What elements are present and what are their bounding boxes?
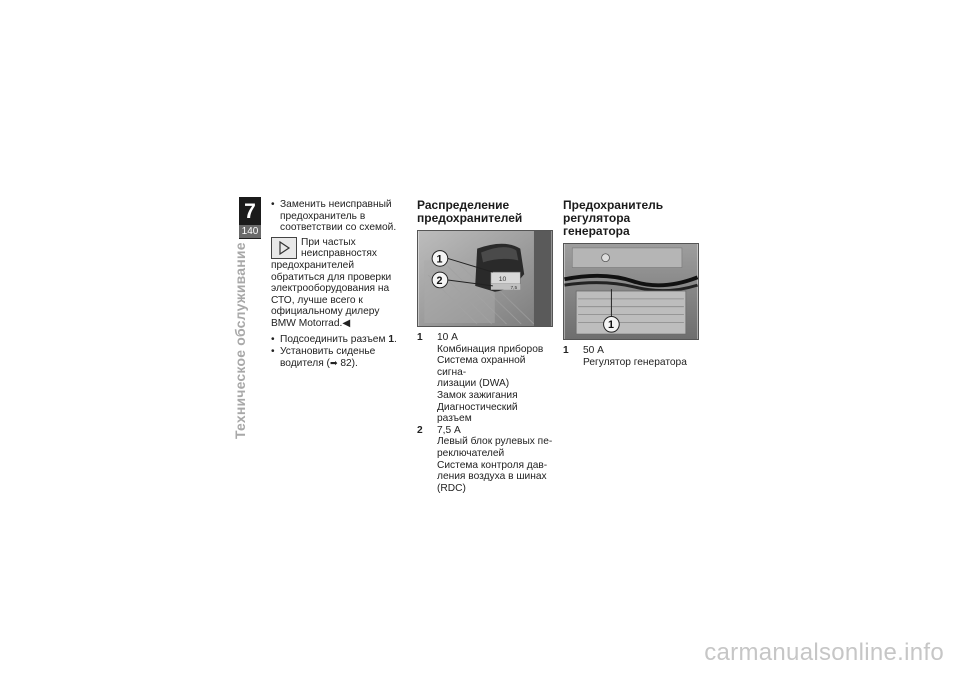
legend-text [583,345,699,368]
legend-item [417,332,553,425]
fuse-distribution-column [417,199,553,494]
legend-line: 7,5 А [437,424,461,436]
fuse-label-10: 10 [498,275,507,283]
legend-text [437,332,553,425]
legend-line: Регулятор генератора [583,356,687,368]
legend-number: 1 [417,332,423,343]
fuse-distribution-heading: Распределение предохранителей [417,198,523,225]
callout-2: 2 [436,274,443,287]
fuse-legend [417,332,553,494]
legend-line: Левый блок рулевых пе- [437,436,553,448]
note-text: При частых неисправностях предохранителей обратиться для проверки электрооборудования на СТО, лучше всего к официальному дилеру BMW Motorrad.◀ [271,236,392,329]
chapter-number: 7 [244,200,256,223]
generator-fuse-heading: Предохранитель регулятора генератора [563,198,664,238]
step-install-seat [271,346,403,369]
generator-fuse-photo [563,243,699,340]
callout-1: 1 [436,253,443,266]
page-reference-arrow-icon[interactable]: ➡ [329,357,338,368]
legend-item [563,345,699,368]
note-triangle-icon [271,237,297,259]
step-install-text: Установить сиденье водителя ( [280,346,376,369]
fuse-box-photo [417,230,553,327]
legend-number: 2 [417,424,423,436]
generator-fuse-legend [563,345,699,368]
chapter-title: Техническое обслуживание [232,242,248,439]
callout-1: 1 [607,319,614,332]
legend-line: ления воздуха в шинах [437,471,547,483]
chapter-tab [239,197,261,239]
page-reference-text[interactable]: 82). [337,357,358,369]
legend-line: 10 А [437,332,458,343]
step-replace-fuse: • Заменить неисправный предохранитель в соответствии со схемой. [271,199,403,234]
legend-line: Система контроля дав- [437,459,548,471]
generator-fuse-column [563,199,699,368]
legend-line: Диагностический разъем [437,401,518,425]
note-block [271,237,403,330]
legend-item [417,425,553,495]
step-connect-text: Подсоединить разъем [280,333,389,345]
watermark: carmanualsonline.info [704,639,944,666]
legend-line: лизации (DWA) [437,378,510,390]
legend-line: Система охранной сигна- [437,355,526,378]
page-number: 140 [239,225,261,238]
instructions-column [271,199,403,370]
legend-line: 50 А [583,345,604,356]
legend-text [437,425,553,495]
step-connect-end: . [393,333,397,345]
legend-line: реключателей [437,447,505,459]
legend-line: (RDC) [437,482,466,494]
legend-number: 1 [563,345,569,356]
step-connect-ref: 1 [388,333,394,345]
step-connect-plug [271,334,403,346]
legend-line: Комбинация приборов [437,343,544,355]
fuse-label-75: 7,5 [510,285,518,291]
legend-line: Замок зажигания [437,389,518,401]
